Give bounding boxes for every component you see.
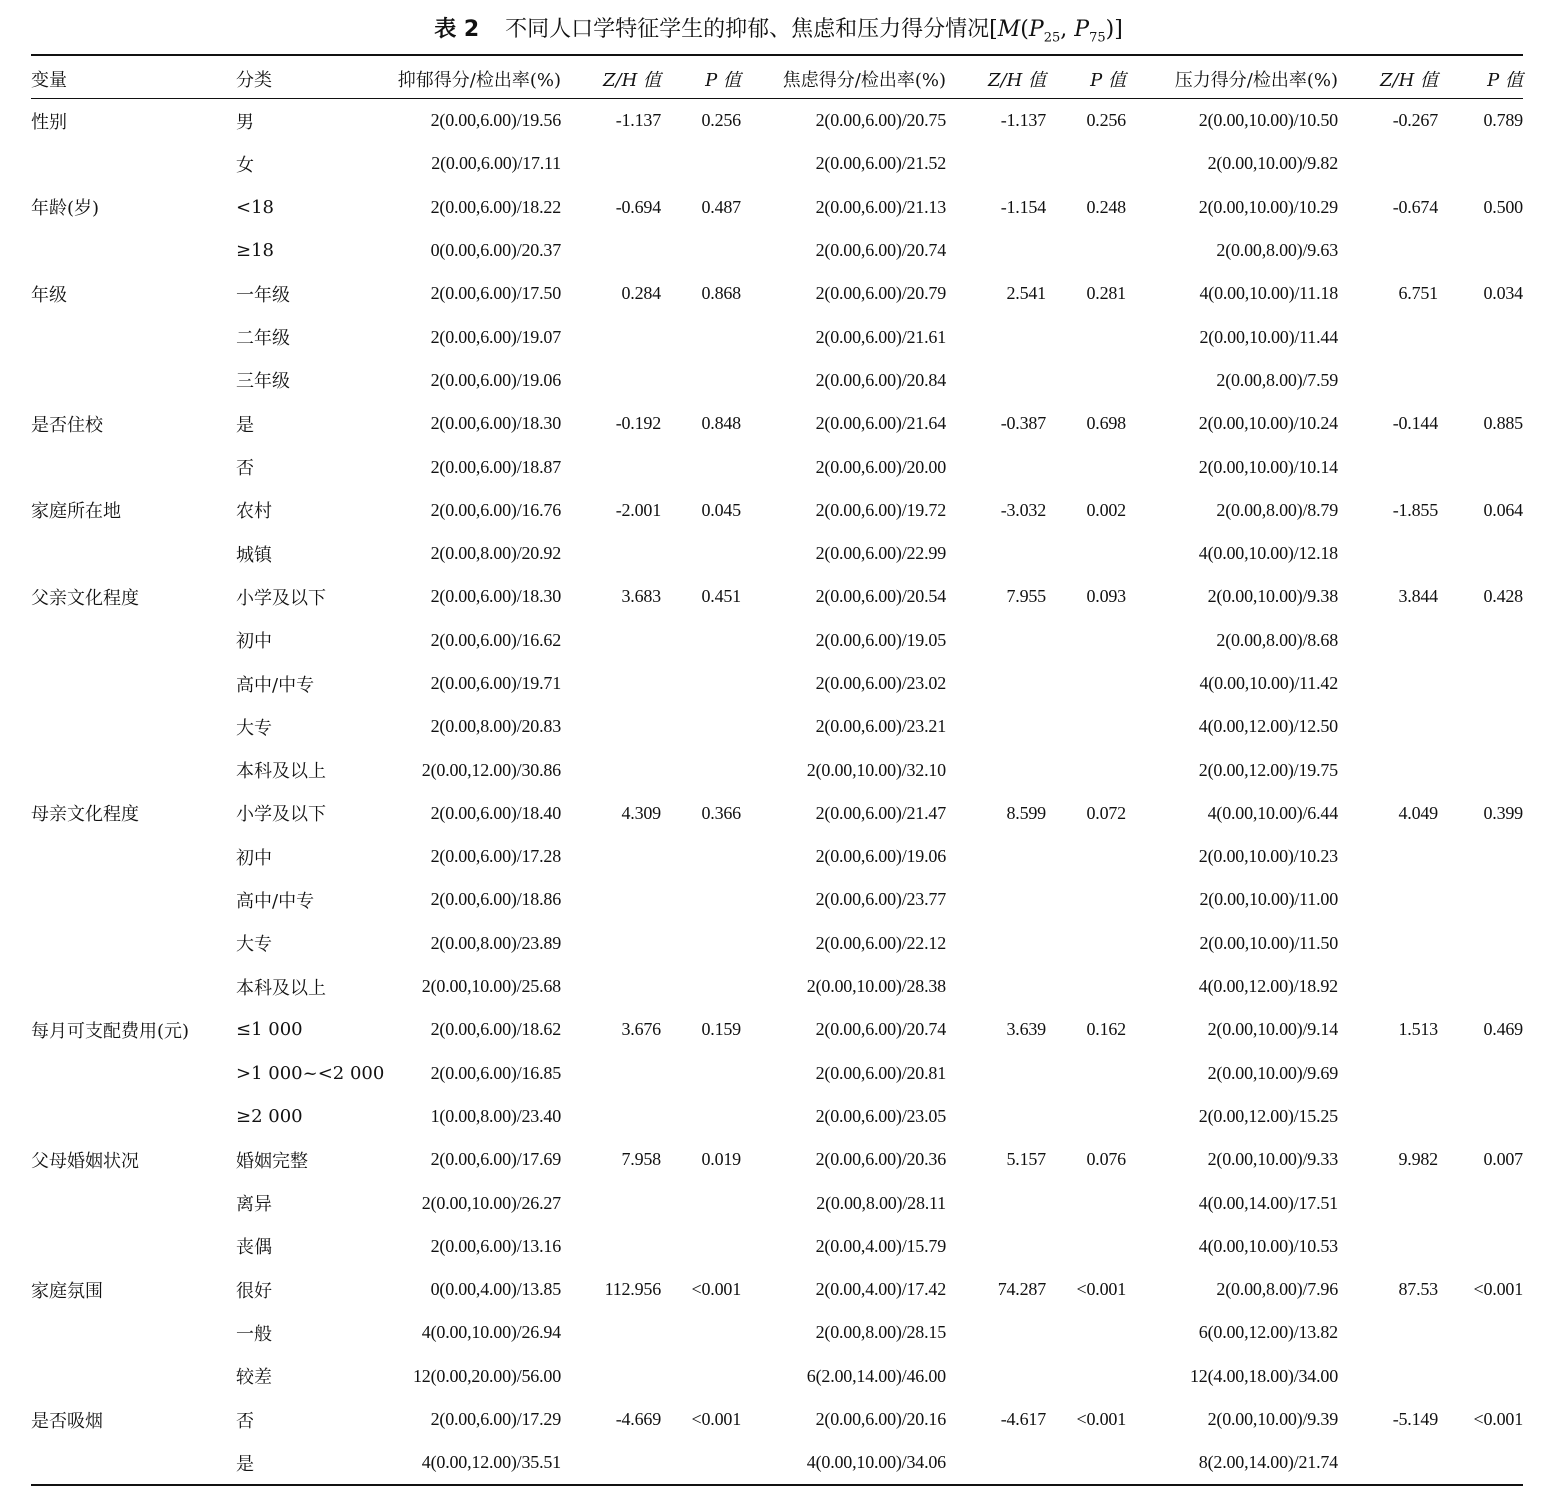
cell-anxiety: 2(0.00,6.00)/20.54: [815, 586, 946, 607]
cell-anxiety: 2(0.00,6.00)/19.06: [815, 846, 946, 867]
cell-p-depression: <0.001: [691, 1279, 741, 1300]
cell-depression: 2(0.00,10.00)/25.68: [421, 976, 561, 997]
cell-p-depression: 0.019: [701, 1149, 741, 1170]
cell-depression: 4(0.00,10.00)/26.94: [421, 1322, 561, 1343]
cell-p-stress: <0.001: [1473, 1279, 1523, 1300]
cell-category: 小学及以下: [236, 587, 326, 609]
cell-p-depression: 0.848: [701, 413, 741, 434]
table-row: [31, 489, 1523, 532]
table-row: [31, 315, 1523, 358]
cell-p-stress: 0.469: [1483, 1019, 1523, 1040]
table-row: [31, 229, 1523, 272]
cell-stress: 2(0.00,10.00)/9.82: [1207, 153, 1338, 174]
cell-stress: 2(0.00,10.00)/10.29: [1198, 196, 1338, 217]
table-number: 表 2: [434, 17, 480, 42]
cell-zh-anxiety: -4.617: [1000, 1409, 1046, 1430]
cell-stress: 6(0.00,12.00)/13.82: [1198, 1322, 1338, 1343]
cell-zh-stress: 3.844: [1398, 586, 1438, 607]
caption-sub-75: 75: [1089, 30, 1106, 46]
cell-anxiety: 2(0.00,6.00)/21.52: [815, 153, 946, 174]
cell-stress: 4(0.00,10.00)/11.18: [1199, 283, 1338, 304]
table-row: [31, 705, 1523, 748]
cell-zh-anxiety: 5.157: [1006, 1149, 1046, 1170]
table-row: [31, 1355, 1523, 1398]
cell-zh-anxiety: -1.154: [1000, 196, 1046, 217]
cell-zh-stress: -0.267: [1392, 110, 1438, 131]
cell-category: 丧偶: [236, 1237, 272, 1259]
cell-category: 二年级: [236, 328, 290, 350]
cell-anxiety: 2(0.00,6.00)/20.75: [815, 110, 946, 131]
cell-anxiety: 2(0.00,8.00)/28.15: [815, 1322, 946, 1343]
table-row: [31, 359, 1523, 402]
cell-stress: 2(0.00,8.00)/8.68: [1216, 629, 1338, 650]
cell-anxiety: 4(0.00,10.00)/34.06: [806, 1452, 946, 1473]
table-row: [31, 575, 1523, 618]
caption-paren-open: (: [1020, 17, 1029, 42]
cell-category: 女: [236, 154, 254, 176]
cell-p-stress: 0.500: [1483, 196, 1523, 217]
cell-anxiety: 2(0.00,6.00)/20.36: [815, 1149, 946, 1170]
cell-p-depression: 0.256: [701, 110, 741, 131]
cell-stress: 4(0.00,10.00)/12.18: [1198, 543, 1338, 564]
cell-anxiety: 2(0.00,6.00)/20.81: [815, 1062, 946, 1083]
cell-p-stress: 0.789: [1483, 110, 1523, 131]
cell-anxiety: 2(0.00,6.00)/19.05: [815, 629, 946, 650]
table-row: [31, 792, 1523, 835]
cell-category: 婚姻完整: [236, 1150, 308, 1172]
caption-stat-p25: P: [1028, 17, 1044, 42]
cell-variable: 家庭所在地: [31, 501, 121, 523]
table-row: [31, 922, 1523, 965]
table-caption: [0, 12, 1557, 45]
cell-depression: 0(0.00,4.00)/13.85: [430, 1279, 561, 1300]
header-p-stress: P 值: [1487, 69, 1523, 91]
cell-stress: 2(0.00,12.00)/15.25: [1198, 1105, 1338, 1126]
cell-variable: 是否住校: [31, 414, 103, 436]
cell-category: 初中: [236, 847, 272, 869]
cell-zh-stress: -5.149: [1392, 1409, 1438, 1430]
cell-p-depression: 0.487: [701, 196, 741, 217]
table-row: [31, 1441, 1523, 1484]
table-body: [31, 99, 1523, 1485]
cell-anxiety: 2(0.00,6.00)/21.13: [815, 196, 946, 217]
cell-depression: 2(0.00,6.00)/19.06: [430, 369, 561, 390]
cell-variable: 性别: [31, 111, 67, 133]
cell-stress: 2(0.00,8.00)/8.79: [1216, 499, 1338, 520]
cell-variable: 每月可支配费用(元): [31, 1020, 190, 1042]
cell-depression: 0(0.00,6.00)/20.37: [430, 240, 561, 261]
cell-p-stress: 0.007: [1483, 1149, 1523, 1170]
cell-zh-depression: 7.958: [621, 1149, 661, 1170]
cell-depression: 2(0.00,6.00)/17.69: [430, 1149, 561, 1170]
cell-stress: 2(0.00,10.00)/10.24: [1198, 413, 1338, 434]
cell-stress: 2(0.00,10.00)/10.23: [1198, 846, 1338, 867]
table-header: [31, 58, 1523, 99]
header-p-depression: P 值: [705, 69, 741, 91]
cell-zh-stress: 4.049: [1398, 802, 1438, 823]
caption-text: 不同人口学特征学生的抑郁、焦虑和压力得分情况: [505, 17, 990, 42]
cell-p-stress: 0.034: [1483, 283, 1523, 304]
cell-depression: 2(0.00,12.00)/30.86: [421, 759, 561, 780]
cell-stress: 4(0.00,14.00)/17.51: [1198, 1192, 1338, 1213]
cell-anxiety: 2(0.00,4.00)/15.79: [815, 1235, 946, 1256]
cell-zh-anxiety: -0.387: [1000, 413, 1046, 434]
cell-depression: 2(0.00,8.00)/23.89: [430, 932, 561, 953]
cell-depression: 2(0.00,6.00)/13.16: [430, 1235, 561, 1256]
cell-zh-depression: -4.669: [615, 1409, 661, 1430]
cell-anxiety: 2(0.00,6.00)/21.61: [815, 326, 946, 347]
cell-category: 本科及以上: [236, 977, 326, 999]
cell-p-anxiety: <0.001: [1076, 1279, 1126, 1300]
cell-p-depression: 0.366: [701, 802, 741, 823]
cell-category: 一般: [236, 1323, 272, 1345]
cell-category: 大专: [236, 717, 272, 739]
cell-category: 本科及以上: [236, 761, 326, 783]
cell-stress: 2(0.00,10.00)/10.50: [1198, 110, 1338, 131]
cell-p-anxiety: <0.001: [1076, 1409, 1126, 1430]
header-p-anxiety: P 值: [1090, 69, 1126, 91]
cell-variable: 年级: [31, 284, 67, 306]
cell-p-anxiety: 0.076: [1086, 1149, 1126, 1170]
table-row: [31, 619, 1523, 662]
table-row: [31, 1181, 1523, 1224]
cell-zh-anxiety: 7.955: [1006, 586, 1046, 607]
header-variable: 变量: [31, 69, 67, 91]
cell-category: 初中: [236, 631, 272, 653]
cell-category: 高中/中专: [236, 674, 315, 696]
cell-anxiety: 2(0.00,10.00)/32.10: [806, 759, 946, 780]
table-row: [31, 186, 1523, 229]
cell-category: 一年级: [236, 284, 290, 306]
cell-stress: 2(0.00,10.00)/9.69: [1207, 1062, 1338, 1083]
cell-zh-depression: 112.956: [604, 1279, 661, 1300]
cell-category: <18: [236, 196, 274, 218]
cell-stress: 2(0.00,8.00)/7.59: [1216, 369, 1338, 390]
cell-category: 城镇: [236, 544, 272, 566]
cell-depression: 2(0.00,6.00)/18.30: [430, 586, 561, 607]
cell-stress: 4(0.00,10.00)/11.42: [1199, 673, 1338, 693]
cell-zh-stress: -0.144: [1392, 413, 1438, 434]
table-row: [31, 1008, 1523, 1051]
cell-anxiety: 2(0.00,6.00)/21.64: [815, 413, 946, 434]
cell-depression: 1(0.00,8.00)/23.40: [430, 1105, 561, 1126]
cell-depression: 2(0.00,6.00)/17.11: [431, 153, 561, 174]
header-zh-anxiety: Z/H 值: [988, 69, 1046, 91]
cell-zh-stress: 1.513: [1398, 1019, 1438, 1040]
cell-anxiety: 2(0.00,6.00)/23.21: [815, 716, 946, 737]
cell-zh-anxiety: 8.599: [1006, 802, 1046, 823]
cell-p-depression: 0.159: [701, 1019, 741, 1040]
cell-depression: 2(0.00,6.00)/17.50: [430, 283, 561, 304]
cell-p-depression: 0.451: [701, 586, 741, 607]
header-anxiety: 焦虑得分/检出率(%): [782, 69, 946, 91]
cell-depression: 2(0.00,8.00)/20.92: [430, 543, 561, 564]
cell-anxiety: 2(0.00,6.00)/20.79: [815, 283, 946, 304]
cell-anxiety: 2(0.00,6.00)/23.02: [815, 673, 946, 693]
caption-sub-25: 25: [1043, 30, 1061, 46]
cell-zh-stress: 87.53: [1398, 1279, 1438, 1300]
cell-depression: 2(0.00,6.00)/18.30: [430, 413, 561, 434]
caption-paren-close: ): [1105, 17, 1115, 42]
cell-zh-anxiety: -3.032: [1000, 499, 1046, 520]
cell-stress: 2(0.00,10.00)/9.38: [1207, 586, 1338, 607]
cell-p-anxiety: 0.256: [1086, 110, 1126, 131]
cell-category: >1 000~<2 000: [236, 1062, 385, 1084]
cell-zh-stress: -1.855: [1392, 499, 1438, 520]
cell-depression: 2(0.00,6.00)/16.85: [430, 1062, 561, 1083]
cell-depression: 2(0.00,6.00)/19.07: [430, 326, 561, 347]
cell-depression: 2(0.00,6.00)/19.71: [430, 673, 561, 693]
header-zh-depression: Z/H 值: [603, 69, 661, 91]
cell-p-anxiety: 0.072: [1086, 802, 1126, 823]
cell-p-depression: 0.045: [701, 499, 741, 520]
cell-p-stress: 0.064: [1483, 499, 1523, 520]
cell-stress: 2(0.00,10.00)/9.39: [1207, 1409, 1338, 1430]
cell-stress: 4(0.00,10.00)/6.44: [1207, 802, 1338, 823]
cell-p-anxiety: 0.281: [1086, 283, 1126, 304]
cell-category: 离异: [236, 1194, 272, 1216]
cell-p-anxiety: 0.248: [1086, 196, 1126, 217]
cell-category: 小学及以下: [236, 804, 326, 826]
cell-depression: 2(0.00,6.00)/18.22: [430, 196, 561, 217]
cell-category: 很好: [236, 1280, 272, 1302]
cell-category: 大专: [236, 934, 272, 956]
caption-bracket-open: [: [989, 17, 998, 42]
cell-category: 是: [236, 414, 254, 436]
cell-category: 三年级: [236, 371, 290, 393]
cell-stress: 4(0.00,12.00)/12.50: [1198, 716, 1338, 737]
cell-anxiety: 2(0.00,6.00)/21.47: [815, 802, 946, 823]
table-row: [31, 1225, 1523, 1268]
cell-zh-depression: 3.683: [621, 586, 661, 607]
cell-depression: 2(0.00,6.00)/17.29: [430, 1409, 561, 1430]
cell-stress: 4(0.00,12.00)/18.92: [1198, 976, 1338, 997]
cell-stress: 2(0.00,12.00)/19.75: [1198, 759, 1338, 780]
header-zh-stress: Z/H 值: [1380, 69, 1438, 91]
cell-category: 否: [236, 1410, 254, 1432]
table-row: [31, 1095, 1523, 1138]
table-row: [31, 965, 1523, 1008]
table-row: [31, 142, 1523, 185]
cell-stress: 2(0.00,10.00)/10.14: [1198, 456, 1338, 477]
cell-zh-stress: -0.674: [1392, 196, 1438, 217]
table-row: [31, 835, 1523, 878]
cell-anxiety: 2(0.00,4.00)/17.42: [815, 1279, 946, 1300]
cell-category: ≥18: [236, 240, 274, 262]
cell-p-anxiety: 0.002: [1086, 499, 1126, 520]
cell-anxiety: 2(0.00,6.00)/23.05: [815, 1105, 946, 1126]
header-stress: 压力得分/检出率(%): [1174, 69, 1338, 91]
caption-bracket-close: ]: [1114, 17, 1123, 42]
table-row: [31, 1138, 1523, 1181]
table-row: [31, 878, 1523, 921]
cell-depression: 2(0.00,6.00)/19.56: [430, 110, 561, 131]
cell-anxiety: 2(0.00,6.00)/20.00: [815, 456, 946, 477]
cell-anxiety: 2(0.00,6.00)/20.74: [815, 1019, 946, 1040]
top-rule: [31, 54, 1523, 56]
table-row: [31, 445, 1523, 488]
cell-zh-anxiety: 2.541: [1006, 283, 1046, 304]
cell-depression: 4(0.00,12.00)/35.51: [421, 1452, 561, 1473]
cell-depression: 2(0.00,6.00)/18.40: [430, 802, 561, 823]
cell-stress: 2(0.00,10.00)/11.50: [1199, 932, 1338, 953]
cell-variable: 家庭氛围: [31, 1280, 103, 1302]
table-row: [31, 1398, 1523, 1441]
cell-zh-depression: -2.001: [615, 499, 661, 520]
cell-depression: 2(0.00,6.00)/16.62: [430, 629, 561, 650]
caption-stat-m: M: [997, 17, 1021, 42]
cell-p-stress: 0.399: [1483, 802, 1523, 823]
cell-anxiety: 2(0.00,10.00)/28.38: [806, 976, 946, 997]
cell-category: 是: [236, 1453, 254, 1475]
cell-anxiety: 2(0.00,6.00)/20.74: [815, 240, 946, 261]
table-row: [31, 662, 1523, 705]
cell-anxiety: 2(0.00,6.00)/19.72: [815, 499, 946, 520]
cell-zh-depression: -1.137: [615, 110, 661, 131]
caption-stat-p75: P: [1074, 17, 1090, 42]
cell-category: ≤1 000: [236, 1019, 303, 1041]
cell-zh-anxiety: 74.287: [997, 1279, 1046, 1300]
cell-anxiety: 2(0.00,8.00)/28.11: [816, 1192, 946, 1213]
cell-category: 男: [236, 111, 254, 133]
cell-p-stress: <0.001: [1473, 1409, 1523, 1430]
cell-depression: 2(0.00,10.00)/26.27: [421, 1192, 561, 1213]
cell-depression: 2(0.00,6.00)/18.87: [430, 456, 561, 477]
cell-depression: 2(0.00,6.00)/18.86: [430, 889, 561, 910]
cell-stress: 2(0.00,8.00)/9.63: [1216, 240, 1338, 261]
table-row: [31, 99, 1523, 142]
cell-anxiety: 2(0.00,6.00)/22.99: [815, 543, 946, 564]
caption-comma: ,: [1060, 17, 1075, 42]
cell-variable: 母亲文化程度: [31, 804, 139, 826]
cell-zh-depression: 3.676: [621, 1019, 661, 1040]
cell-zh-stress: 6.751: [1398, 283, 1438, 304]
cell-variable: 是否吸烟: [31, 1410, 103, 1432]
cell-stress: 2(0.00,10.00)/11.44: [1199, 326, 1338, 347]
cell-depression: 2(0.00,8.00)/20.83: [430, 716, 561, 737]
cell-p-depression: 0.868: [701, 283, 741, 304]
cell-stress: 2(0.00,10.00)/9.14: [1207, 1019, 1338, 1040]
cell-p-stress: 0.885: [1483, 413, 1523, 434]
cell-stress: 8(2.00,14.00)/21.74: [1198, 1452, 1338, 1473]
cell-category: 较差: [236, 1367, 272, 1389]
cell-anxiety: 2(0.00,6.00)/20.16: [815, 1409, 946, 1430]
cell-p-anxiety: 0.698: [1086, 413, 1126, 434]
table-row: [31, 402, 1523, 445]
table-row: [31, 748, 1523, 791]
header-category: 分类: [236, 69, 272, 91]
cell-p-anxiety: 0.162: [1086, 1019, 1126, 1040]
cell-p-depression: <0.001: [691, 1409, 741, 1430]
cell-variable: 父母婚姻状况: [31, 1150, 139, 1172]
cell-stress: 2(0.00,10.00)/9.33: [1207, 1149, 1338, 1170]
cell-category: 否: [236, 458, 254, 480]
table-row: [31, 1052, 1523, 1095]
cell-anxiety: 6(2.00,14.00)/46.00: [806, 1365, 946, 1386]
header-depression: 抑郁得分/检出率(%): [397, 69, 561, 91]
cell-zh-anxiety: -1.137: [1000, 110, 1046, 131]
cell-category: 高中/中专: [236, 890, 315, 912]
cell-zh-stress: 9.982: [1398, 1149, 1438, 1170]
table-row: [31, 1268, 1523, 1311]
cell-variable: 年龄(岁): [31, 198, 100, 220]
cell-zh-depression: 0.284: [621, 283, 661, 304]
cell-zh-depression: -0.192: [615, 413, 661, 434]
cell-p-anxiety: 0.093: [1086, 586, 1126, 607]
cell-anxiety: 2(0.00,6.00)/22.12: [815, 932, 946, 953]
cell-zh-anxiety: 3.639: [1006, 1019, 1046, 1040]
cell-variable: 父亲文化程度: [31, 587, 139, 609]
cell-depression: 2(0.00,6.00)/18.62: [430, 1019, 561, 1040]
data-table: [31, 58, 1523, 1485]
cell-category: ≥2 000: [236, 1105, 303, 1127]
table-row: [31, 1311, 1523, 1354]
table-row: [31, 272, 1523, 315]
cell-zh-depression: 4.309: [621, 802, 661, 823]
cell-stress: 2(0.00,8.00)/7.96: [1216, 1279, 1338, 1300]
cell-depression: 2(0.00,6.00)/16.76: [430, 499, 561, 520]
cell-anxiety: 2(0.00,6.00)/20.84: [815, 369, 946, 390]
table-row: [31, 532, 1523, 575]
cell-depression: 2(0.00,6.00)/17.28: [430, 846, 561, 867]
cell-zh-depression: -0.694: [615, 196, 661, 217]
cell-stress: 4(0.00,10.00)/10.53: [1198, 1235, 1338, 1256]
cell-depression: 12(0.00,20.00)/56.00: [413, 1365, 561, 1386]
cell-anxiety: 2(0.00,6.00)/23.77: [815, 889, 946, 910]
cell-stress: 2(0.00,10.00)/11.00: [1199, 889, 1338, 910]
cell-stress: 12(4.00,18.00)/34.00: [1190, 1365, 1338, 1386]
cell-p-stress: 0.428: [1483, 586, 1523, 607]
cell-category: 农村: [236, 501, 272, 523]
